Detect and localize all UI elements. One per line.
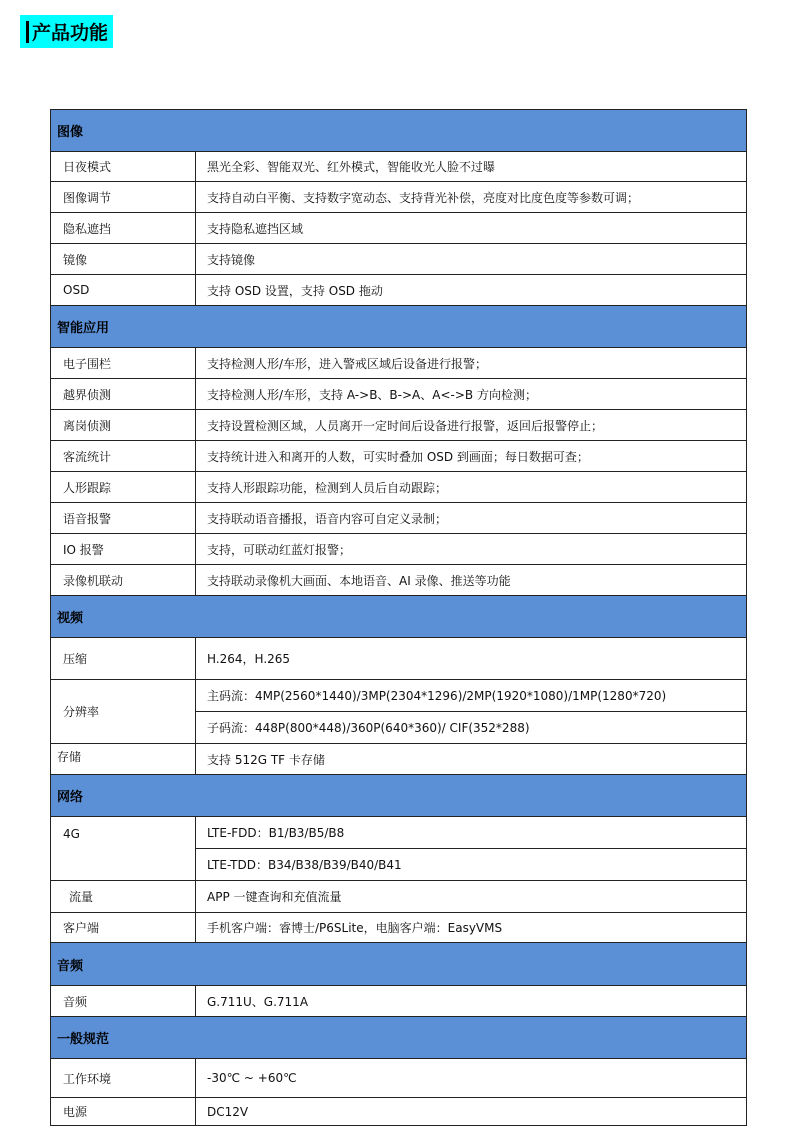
row-value: 黑光全彩、智能双光、红外模式，智能收光人脸不过曝 (196, 152, 747, 182)
row-value: 支持隐私遮挡区域 (196, 213, 747, 244)
section-header-general (51, 1017, 747, 1059)
row-label: 流量 (51, 881, 196, 913)
table-row (51, 152, 747, 182)
row-label: 隐私遮挡 (51, 213, 196, 244)
row-label: 镜像 (51, 244, 196, 275)
section-header-network (51, 775, 747, 817)
row-label: 4G (51, 817, 196, 881)
row-value: G.711U、G.711A (196, 986, 747, 1017)
table-row (51, 379, 747, 410)
row-value: H.264，H.265 (196, 638, 747, 680)
section-header-image (51, 110, 747, 152)
row-value-tdd: LTE-TDD：B34/B38/B39/B40/B41 (196, 849, 747, 881)
table-row (51, 441, 747, 472)
table-row (51, 472, 747, 503)
row-label: 音频 (51, 986, 196, 1017)
row-value: 支持 512G TF 卡存储 (196, 744, 747, 775)
table-row (51, 913, 747, 943)
section-header-smart (51, 306, 747, 348)
row-value: 支持镜像 (196, 244, 747, 275)
section-title: 智能应用 (51, 306, 747, 348)
table-row (51, 638, 747, 680)
section-title: 视频 (51, 596, 747, 638)
section-title: 网络 (51, 775, 747, 817)
row-value-sub-stream: 子码流：448P(800*448)/360P(640*360)/ CIF(352*288) (196, 712, 747, 744)
row-value: 支持 OSD 设置，支持 OSD 拖动 (196, 275, 747, 306)
table-row (51, 348, 747, 379)
row-value: 支持检测人形/车形，支持 A->B、B->A、A<->B 方向检测； (196, 379, 747, 410)
table-row (51, 503, 747, 534)
row-label: 客流统计 (51, 441, 196, 472)
table-row (51, 534, 747, 565)
table-row (51, 1098, 747, 1126)
row-value: 手机客户端：睿博士/P6SLite，电脑客户端：EasyVMS (196, 913, 747, 943)
row-label: 工作环境 (51, 1059, 196, 1098)
row-label: 电子围栏 (51, 348, 196, 379)
row-label: IO 报警 (51, 534, 196, 565)
row-value: 支持自动白平衡、支持数字宽动态、支持背光补偿，亮度对比度色度等参数可调； (196, 182, 747, 213)
page-title-banner (20, 15, 113, 48)
page-title: 产品功能 (32, 22, 109, 44)
row-label: 电源 (51, 1098, 196, 1126)
row-label: 录像机联动 (51, 565, 196, 596)
row-value-main-stream: 主码流：4MP(2560*1440)/3MP(2304*1296)/2MP(1920*1080)/1MP(1280*720) (196, 680, 747, 712)
table-row (51, 182, 747, 213)
section-header-audio (51, 943, 747, 986)
table-row (51, 986, 747, 1017)
row-label: 图像调节 (51, 182, 196, 213)
row-value: 支持，可联动红蓝灯报警； (196, 534, 747, 565)
table-row (51, 275, 747, 306)
row-value: APP 一键查询和充值流量 (196, 881, 747, 913)
table-row (51, 1059, 747, 1098)
row-label: 语音报警 (51, 503, 196, 534)
row-label: 压缩 (51, 638, 196, 680)
section-title: 音频 (51, 943, 747, 986)
row-value: 支持设置检测区域，人员离开一定时间后设备进行报警，返回后报警停止； (196, 410, 747, 441)
section-title: 图像 (51, 110, 747, 152)
row-label: 越界侦测 (51, 379, 196, 410)
row-label: 客户端 (51, 913, 196, 943)
row-label: 人形跟踪 (51, 472, 196, 503)
row-label: 离岗侦测 (51, 410, 196, 441)
row-label: 存储 (51, 744, 196, 775)
section-title: 一般规范 (51, 1017, 747, 1059)
row-value: -30℃ ~ +60℃ (196, 1059, 747, 1098)
table-row (51, 881, 747, 913)
section-header-video (51, 596, 747, 638)
table-row (51, 213, 747, 244)
row-label: 日夜模式 (51, 152, 196, 182)
table-row (51, 817, 747, 849)
title-accent-bar (26, 21, 29, 43)
table-row (51, 410, 747, 441)
table-row (51, 744, 747, 775)
row-value: 支持统计进入和离开的人数，可实时叠加 OSD 到画面；每日数据可查； (196, 441, 747, 472)
table-row (51, 565, 747, 596)
table-row (51, 680, 747, 712)
row-value: DC12V (196, 1098, 747, 1126)
row-label: OSD (51, 275, 196, 306)
row-value: 支持人形跟踪功能，检测到人员后自动跟踪； (196, 472, 747, 503)
row-value: 支持联动语音播报，语音内容可自定义录制； (196, 503, 747, 534)
row-value: 支持检测人形/车形，进入警戒区域后设备进行报警； (196, 348, 747, 379)
row-label: 分辨率 (51, 680, 196, 744)
table-row (51, 244, 747, 275)
row-value-fdd: LTE-FDD：B1/B3/B5/B8 (196, 817, 747, 849)
row-value: 支持联动录像机大画面、本地语音、AI 录像、推送等功能 (196, 565, 747, 596)
spec-table (50, 109, 747, 1126)
